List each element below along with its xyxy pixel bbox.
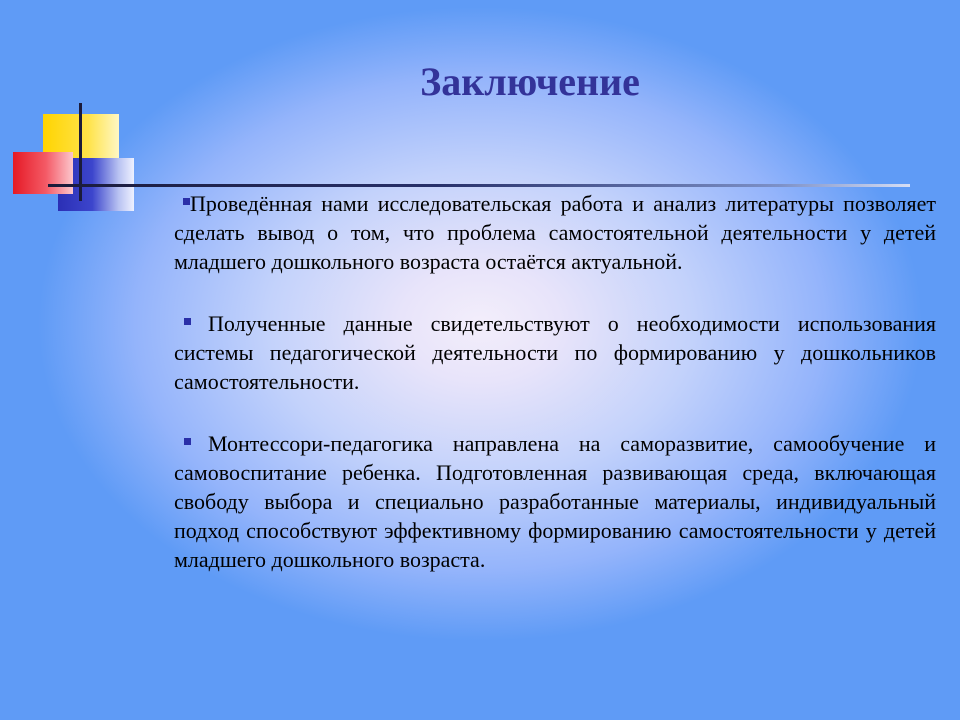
square-bullet-icon xyxy=(183,198,190,205)
conclusion-item-1 xyxy=(174,189,936,276)
conclusion-item-3 xyxy=(174,429,936,574)
conclusion-item-1-text: Проведённая нами исследовательская работа и анализ литературы позволяет сделать вывод о том, что проблема самостоятельной деятельности у детей младшего дошкольного возраста остаётся актуальной. xyxy=(174,191,936,274)
conclusion-item-2 xyxy=(174,309,936,396)
conclusion-item-2-text: Полученные данные свидетельствуют о необходимости использования системы педагогической деятельности по формированию у дошкольников самостоятельности. xyxy=(174,311,936,394)
conclusion-item-3-text: Монтессори-педагогика направлена на саморазвитие, самообучение и самовоспитание ребенка. Подготовленная развивающая среда, включающая свободу выбора и специально разработанные материалы, индивидуальный подход способствуют эффективному формированию самостоятельности у детей младшего дошкольного возраста. xyxy=(174,431,936,572)
horizontal-rule-decoration xyxy=(48,184,910,187)
square-bullet-icon xyxy=(184,438,191,445)
slide-title: Заключение xyxy=(420,59,640,104)
conclusion-list xyxy=(174,189,936,574)
square-bullet-icon xyxy=(184,318,191,325)
red-square-decoration xyxy=(13,152,73,194)
